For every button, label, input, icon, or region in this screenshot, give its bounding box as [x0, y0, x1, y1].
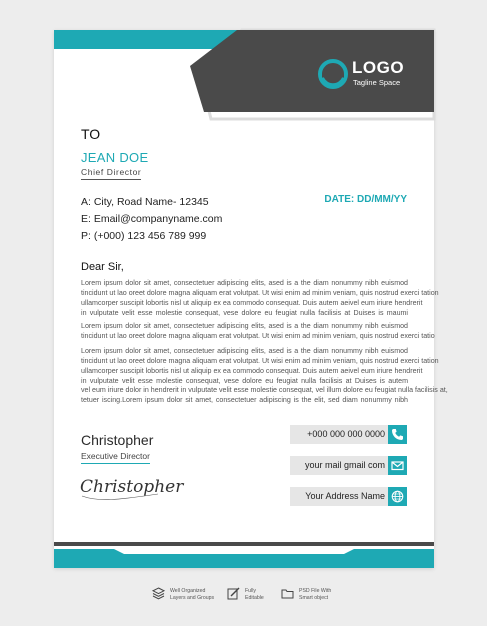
globe-icon — [388, 487, 407, 506]
feature-line: Fully — [245, 588, 256, 594]
phone-icon — [388, 425, 407, 444]
body-line: in vulputate velit esse molestie consequat, vese dolore eu feugiat nulla facilisis at Duises is maumi — [81, 308, 408, 317]
contact-email — [290, 456, 408, 475]
salutation: Dear Sir, — [81, 261, 124, 273]
feature-list — [152, 586, 352, 606]
body-line: in vulputate velit esse molestie consequat, vese dolore eu feugiat nulla facilisis at Duises is autem — [81, 376, 408, 385]
address-line: A: City, Road Name- 12345 — [81, 196, 209, 208]
body-line: tetuer iscing.Lorem ipsum dolor sit amet, consectetuer adipiscing is the elit, sed diam nonummy nibh — [81, 396, 408, 405]
handwritten-signature — [78, 466, 184, 508]
contact-phone-text: +000 000 000 0000 — [290, 425, 388, 444]
email-line: E: Email@companyname.com — [81, 213, 223, 225]
to-label: TO — [81, 126, 101, 142]
logo-text: LOGO — [352, 58, 405, 77]
body-line: vel eum iriure dolor in hendrerit in vulputate velit esse molestie consequat, vel illum dolore eu feugiat nulla facilisis at, — [81, 386, 448, 395]
body-line: Lorem ipsum dolor sit amet, consectetuer adipiscing elits, ased is a the diam nonummy nibh euismod — [81, 322, 408, 330]
body-line: Lorem ipsum dolor sit amet, consectetuer adipiscing elits, ased is a the diam nonummy nibh euismod — [81, 347, 408, 355]
signer-name: Christopher — [81, 432, 154, 448]
body-line: Lorem ipsum dolor sit amet, consectetuer adipiscing elits, ased is a the diam nonummy nibh euismod — [81, 279, 408, 287]
signature-text: Christopher — [80, 477, 184, 497]
body-line: ullamcorper suscipit lobortis nisl ut aliquip ex ea commodo consequat. Duis autem aeivel eum iriure hendrerit — [81, 366, 423, 375]
feature-line: Smart object — [299, 595, 329, 601]
contact-address-text: Your Address Name — [290, 487, 388, 506]
edit-icon — [227, 587, 240, 600]
feature-line: Editable — [245, 595, 264, 601]
envelope-icon — [388, 456, 407, 475]
date-field: DATE: DD/MM/YY — [324, 194, 407, 205]
signer-title: Executive Director — [81, 451, 150, 464]
body-line: tincidunt ut lao oreet dolore magna aliquam erat volutpat. Ut wisi enim ad minim veniam, quis nostrud exerci tation — [81, 288, 439, 297]
logo-ring-icon — [316, 56, 350, 90]
body-paragraph-2 — [81, 322, 435, 342]
contact-email-text: your mail gmail com — [290, 456, 388, 475]
footer-decoration — [54, 542, 434, 568]
body-paragraph-1 — [81, 279, 439, 318]
body-line: ullamcorper suscipit lobortis nisl ut aliquip ex ea commodo consequat. Duis autem aeivel eum iriure hendrerit — [81, 298, 423, 307]
body-line: tincidunt ut lao oreet dolore magna aliquam erat volutpat. Ut wisi enim ad minim veniam, quis nostrud exerci tatio — [81, 331, 435, 340]
contact-address — [290, 487, 408, 506]
recipient-name: JEAN DOE — [81, 150, 149, 165]
letterhead-page — [54, 30, 448, 568]
logo-tagline: Tagline Space — [353, 78, 401, 87]
logo — [316, 56, 426, 92]
phone-line: P: (+000) 123 456 789 999 — [81, 230, 207, 242]
folder-icon — [281, 587, 294, 600]
recipient-title: Chief Director — [81, 167, 141, 180]
contact-phone — [290, 425, 408, 444]
feature-line: Layers and Groups — [170, 595, 215, 601]
body-paragraph-3 — [81, 347, 448, 406]
feature-line: Well Organized — [170, 588, 206, 594]
feature-line: PSD File With — [299, 588, 332, 594]
body-line: tincidunt ut lao oreet dolore magna aliquam erat volutpat. Ut wisi enim ad minim veniam, quis nostrud exerci tation — [81, 356, 439, 365]
layers-icon — [152, 587, 165, 600]
